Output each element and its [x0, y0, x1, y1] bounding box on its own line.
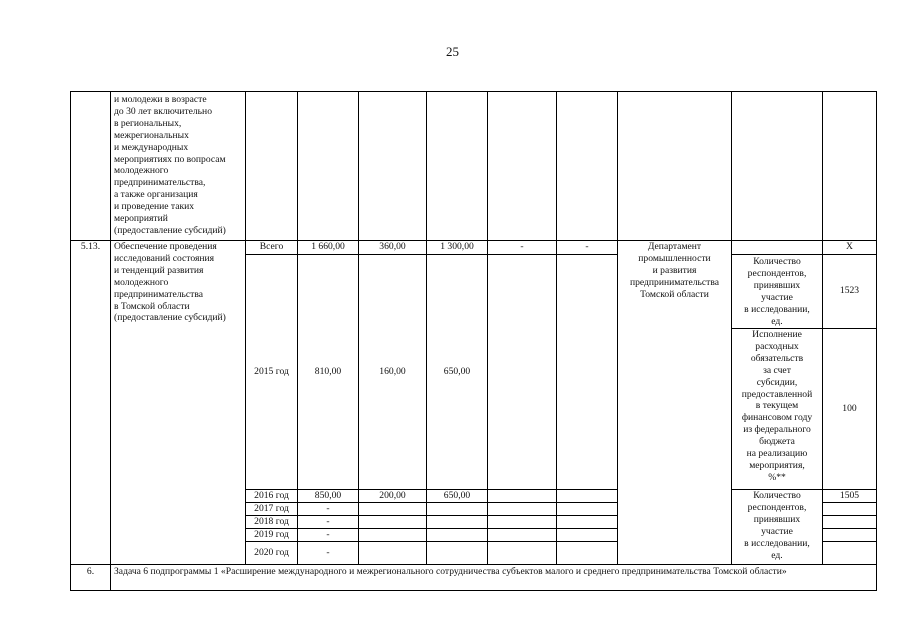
amount-federal: 200,00: [379, 490, 406, 501]
year-label: 2015 год: [254, 366, 289, 377]
year-label: 2017 год: [254, 503, 289, 514]
col-border: [487, 91, 488, 564]
col-border: [731, 91, 732, 564]
col-border: [245, 91, 246, 564]
amount-regional: 650,00: [443, 366, 471, 377]
amount-total: -: [326, 503, 330, 514]
indicator-name: Количество респондентов, принявших участие в исследовании, ед.: [744, 256, 810, 327]
row-separator: [822, 528, 877, 529]
task-heading: Задача 6 подпрограммы 1 «Расширение международного и межрегионального сотрудничества субъектов малого и среднего предпринимательства Томской области»: [114, 566, 787, 577]
row-separator: [822, 515, 877, 516]
year-label: 2019 год: [254, 529, 289, 540]
row-number: 6.: [86, 566, 95, 577]
row-separator: [822, 541, 877, 542]
amount-federal: 360,00: [379, 241, 406, 252]
amount-total: 1 660,00: [311, 241, 345, 252]
row-number: 5.13.: [80, 241, 101, 252]
year-label: 2020 год: [254, 547, 289, 558]
amount-total: -: [326, 547, 330, 558]
row-separator: [822, 502, 877, 503]
measure-name: Обеспечение проведения исследований состояния и тенденций развития молодежного предпринимательства в Томской области (предоставление субсидий): [114, 241, 226, 324]
col-border: [110, 91, 111, 591]
amount-regional: 1 300,00: [440, 241, 474, 252]
indicator-name: Исполнение расходных обязательств за счет субсидии, предоставленной в текущем финансовом году из федерального бюджета на реализацию мероприятия, %**: [741, 329, 813, 483]
amount-total: -: [326, 529, 330, 540]
page-number: 25: [446, 44, 459, 59]
amount-total: 810,00: [314, 366, 342, 377]
indicator-value: 100: [842, 403, 857, 414]
col-border: [617, 91, 618, 564]
row-separator: [70, 564, 877, 565]
col-border: [297, 91, 298, 564]
amount-federal: 160,00: [379, 366, 406, 377]
col-border: [556, 91, 557, 564]
table-top-border: [70, 91, 877, 92]
indicator-total-mark: X: [846, 241, 853, 252]
indicator-name: Количество респондентов, принявших участие в исследовании, ед.: [744, 490, 810, 561]
row-separator: [245, 541, 617, 542]
col-border: [358, 91, 359, 564]
year-label: 2018 год: [254, 516, 289, 527]
col-border: [426, 91, 427, 564]
amount-other: -: [585, 241, 589, 252]
year-label: 2016 год: [254, 490, 289, 501]
amount-total: 850,00: [314, 490, 342, 501]
indicator-value: 1523: [839, 285, 860, 296]
executor: Департамент промышленности и развития предпринимательства Томской области: [629, 241, 720, 300]
col-border: [822, 91, 823, 564]
col-border: [876, 91, 877, 591]
measure-name-continued: и молодежи в возрасте до 30 лет включительно в региональных, межрегиональных и международных мероприятиях по вопросам молодежного предпринимательства, а также организация и проведение таких мероприятий (предоставление субсидий): [114, 94, 226, 236]
col-border: [70, 91, 71, 591]
table-bottom-border: [70, 590, 877, 591]
year-label: Всего: [259, 241, 284, 252]
amount-regional: 650,00: [443, 490, 471, 501]
indicator-value: 1505: [839, 490, 860, 501]
row-separator: [245, 254, 617, 255]
amount-local: -: [520, 241, 524, 252]
amount-total: -: [326, 516, 330, 527]
row-separator: [731, 254, 877, 255]
